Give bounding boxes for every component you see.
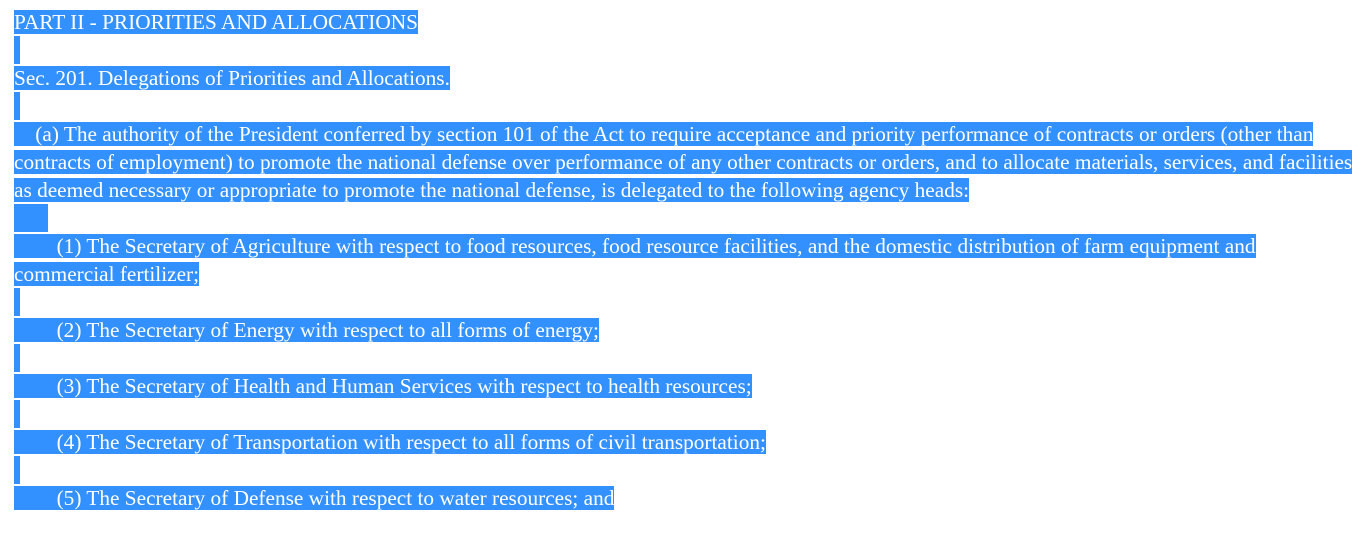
list-item-2 [14,316,1360,344]
blank-line [14,288,1360,316]
list-item-text: (3) The Secretary of Health and Human Services with respect to health resources; [14,374,752,398]
list-item-1 [14,232,1360,288]
list-item-text: (4) The Secretary of Transportation with respect to all forms of civil transportation; [14,430,766,454]
selection-mark [14,456,20,484]
paragraph-a-text: (a) The authority of the President conferred by section 101 of the Act to require acceptance and priority performance of contracts or orders (other than contracts of employment) to promote the national defense over performance of any other contracts or orders, and to allocate materials, services, and facilities as deemed necessary or appropriate to promote the national defense, is delegated to the following agency heads: [14,122,1353,202]
paragraph-a [14,120,1360,204]
section-heading-text: Sec. 201. Delegations of Priorities and Allocations. [14,66,450,90]
selection-mark [14,344,20,372]
list-item-5 [14,484,1360,512]
blank-line [14,456,1360,484]
document-body [14,8,1360,512]
selection-mark [14,36,20,64]
selection-mark [14,204,48,232]
blank-line [14,36,1360,64]
selection-mark [14,92,20,120]
list-item-text: (2) The Secretary of Energy with respect to all forms of energy; [14,318,599,342]
blank-line [14,344,1360,372]
list-item-text: (5) The Secretary of Defense with respect to water resources; and [14,486,615,510]
blank-line [14,400,1360,428]
part-heading [14,8,1360,36]
blank-line [14,204,1360,232]
selection-mark [14,288,20,316]
section-heading [14,64,1360,92]
list-item-text: (1) The Secretary of Agriculture with respect to food resources, food resource facilities, and the domestic distribution of farm equipment and commercial fertilizer; [14,234,1256,286]
list-item-3 [14,372,1360,400]
selection-mark [14,400,20,428]
blank-line [14,92,1360,120]
part-heading-text: PART II - PRIORITIES AND ALLOCATIONS [14,10,418,34]
list-item-4 [14,428,1360,456]
